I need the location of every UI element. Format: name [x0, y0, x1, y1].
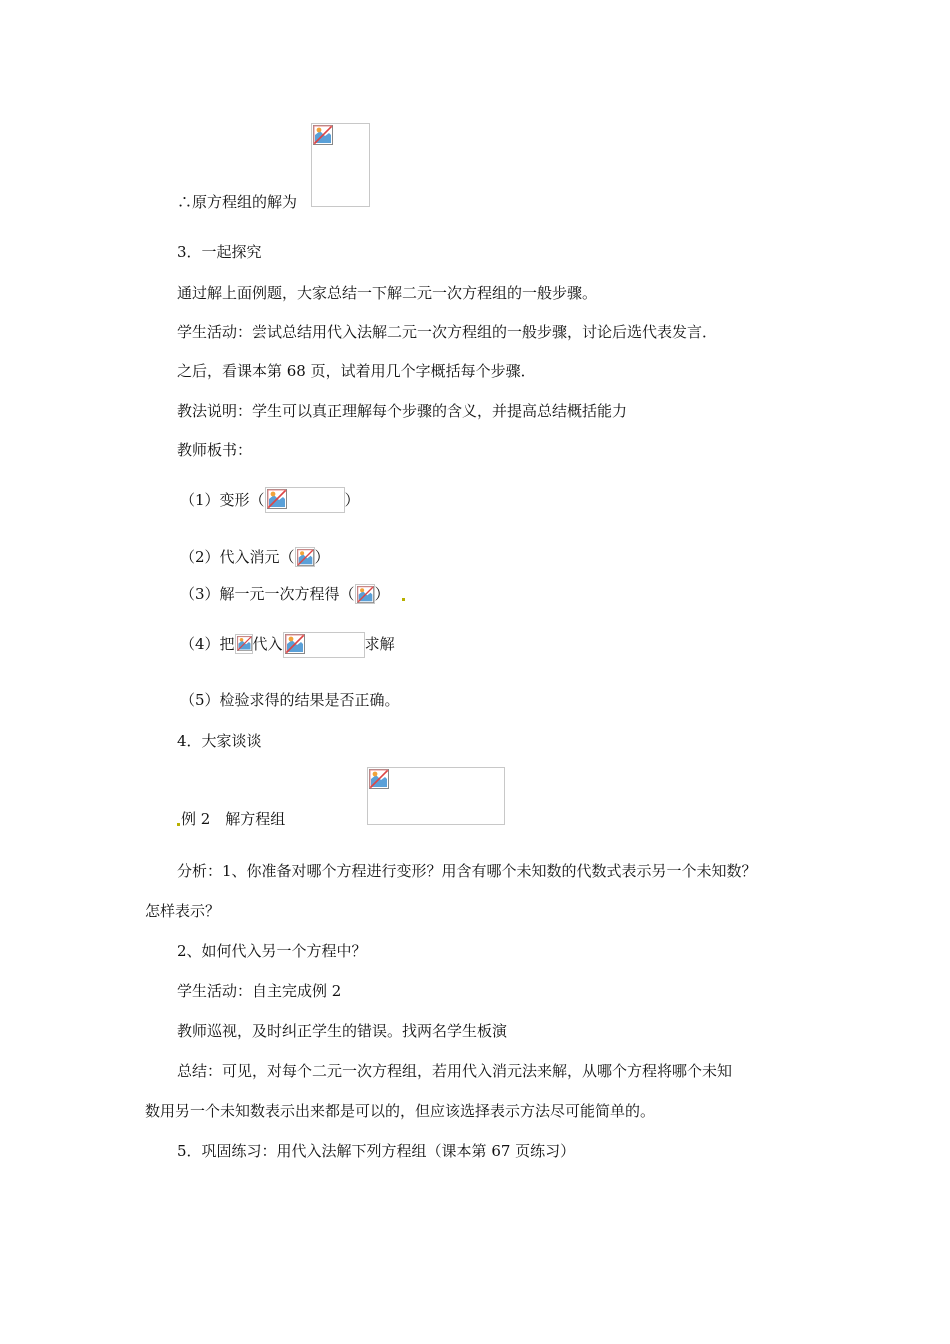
example-2-image: [367, 767, 505, 825]
broken-image-icon: [357, 586, 374, 603]
step-2-image: [295, 547, 315, 567]
anchor-mark: [402, 598, 405, 601]
step-3: （3）解一元一次方程得（ ）: [180, 585, 390, 603]
step-5: （5）检验求得的结果是否正确。: [180, 691, 400, 709]
paragraph: 教法说明：学生可以真正理解每个步骤的含义，并提高总结概括能力: [177, 402, 628, 420]
example-2-title: 例 2 解方程组: [181, 810, 286, 828]
broken-image-icon: [297, 549, 314, 566]
paragraph: 教师板书：: [177, 441, 253, 459]
paragraph: 2、如何代入另一个方程中？: [177, 942, 367, 960]
broken-image-icon: [237, 636, 252, 651]
step-4-image-a: [235, 634, 253, 654]
step-4: （4）把 代入 求解: [180, 632, 395, 654]
section4-heading: 4．大家谈谈: [177, 732, 262, 750]
step-4-image-b: [283, 632, 365, 658]
section5-heading: 5．巩固练习：用代入法解下列方程组（课本第 67 页练习）: [177, 1142, 576, 1160]
broken-image-icon: [369, 769, 389, 789]
broken-image-icon: [267, 489, 287, 509]
broken-image-icon: [313, 125, 333, 145]
step-3-image: [355, 584, 375, 604]
step-1: （1）变形（ ）: [180, 487, 360, 510]
paragraph: 通过解上面例题，大家总结一下解二元一次方程组的一般步骤。: [177, 284, 598, 302]
paragraph: 数用另一个未知数表示出来都是可以的，但应该选择表示方法尽可能简单的。: [145, 1102, 656, 1120]
step-2: （2）代入消元（ ）: [180, 548, 330, 566]
solution-text: ∴原方程组的解为: [177, 193, 298, 211]
paragraph: 总结：可见，对每个二元一次方程组，若用代入消元法来解，从哪个方程将哪个未知: [177, 1062, 733, 1080]
paragraph: 分析：1、你准备对哪个方程进行变形？用含有哪个未知数的代数式表示另一个未知数？: [177, 862, 757, 880]
paragraph: 学生活动：尝试总结用代入法解二元一次方程组的一般步骤，讨论后选代表发言．: [177, 323, 718, 341]
paragraph: 学生活动：自主完成例 2: [177, 982, 342, 1000]
step-1-image: [265, 487, 345, 513]
broken-image-icon: [285, 634, 305, 654]
paragraph: 怎样表示？: [145, 902, 221, 920]
solution-image: [311, 123, 370, 207]
section3-heading: 3．一起探究: [177, 243, 262, 261]
paragraph: 之后，看课本第 68 页，试着用几个字概括每个步骤．: [177, 362, 536, 380]
paragraph: 教师巡视，及时纠正学生的错误。找两名学生板演: [177, 1022, 508, 1040]
anchor-mark: [177, 823, 180, 826]
